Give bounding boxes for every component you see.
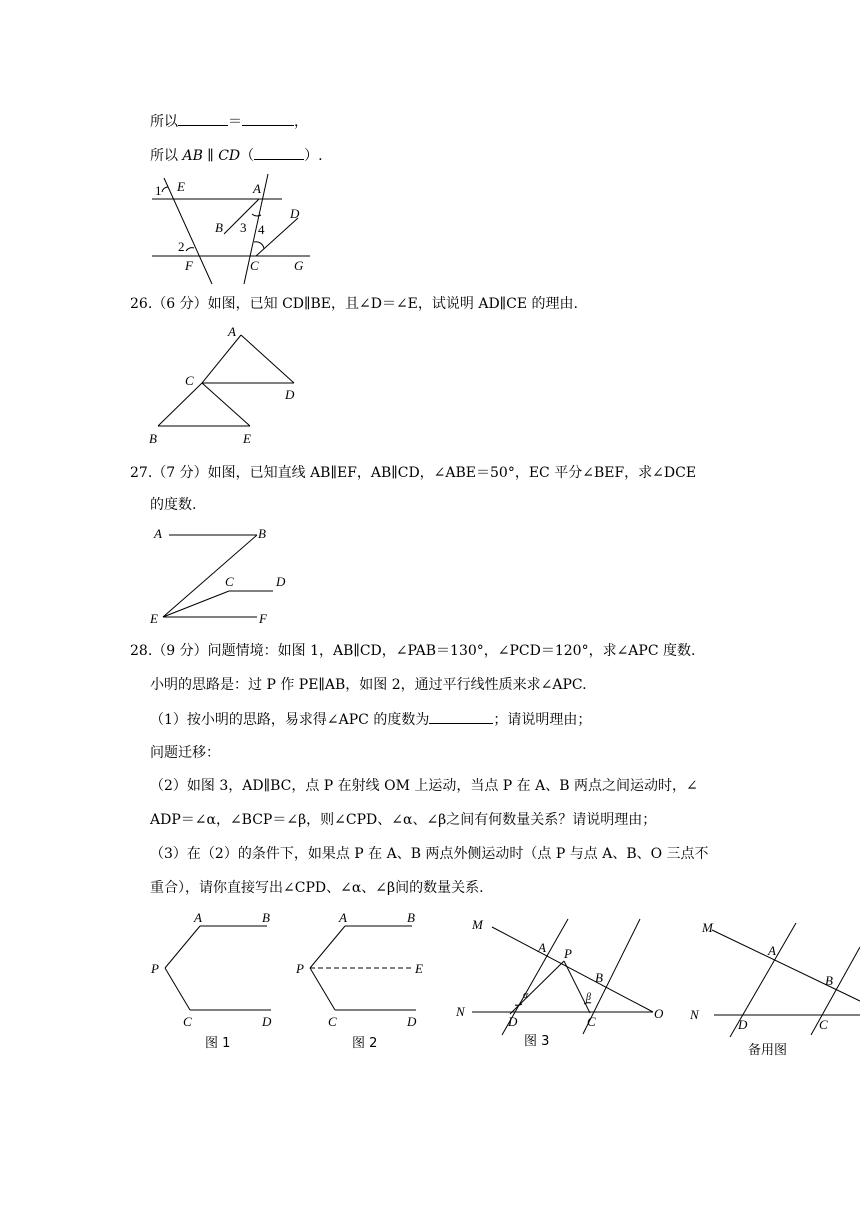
- label-E: E: [243, 431, 251, 446]
- label-P: P: [296, 961, 304, 976]
- answer-blank[interactable]: [429, 711, 493, 724]
- label-D: D: [508, 1014, 518, 1029]
- figure-caption: 备用图: [748, 1043, 788, 1058]
- q28-text-line1: 28.（9 分）问题情境：如图 1，AB∥CD，∠PAB＝130°，∠PCD＝120°，求∠APC 度数.: [130, 643, 696, 659]
- label-D: D: [407, 1014, 417, 1029]
- label-C: C: [328, 1014, 337, 1029]
- label-4: 4: [258, 222, 265, 237]
- label-D: D: [262, 1014, 272, 1029]
- label-E: E: [415, 961, 423, 976]
- label-E: E: [150, 611, 158, 626]
- label-3: 3: [240, 220, 247, 235]
- label-C: C: [185, 373, 194, 388]
- label-N: N: [690, 1007, 699, 1022]
- q26-text: 26.（6 分）如图，已知 CD∥BE，且∠D＝∠E，试说明 AD∥CE 的理由.: [130, 296, 578, 312]
- q28-transfer: 问题迁移：: [150, 745, 220, 761]
- label-F: F: [185, 258, 193, 273]
- figure-caption: 图 3: [524, 1034, 550, 1049]
- label-P: P: [151, 961, 159, 976]
- label-B: B: [258, 526, 266, 541]
- q25-figure: [140, 170, 320, 288]
- label-D: D: [285, 387, 295, 402]
- label-B: B: [825, 973, 833, 988]
- label-D: D: [276, 574, 286, 589]
- label-G: G: [294, 258, 304, 273]
- label-A: A: [339, 910, 347, 925]
- q26-figure: [140, 322, 310, 448]
- label-C: C: [250, 258, 259, 273]
- label-B: B: [595, 970, 603, 985]
- label-O: O: [654, 1006, 664, 1021]
- label-D: D: [738, 1017, 748, 1032]
- answer-blank[interactable]: [178, 113, 228, 126]
- label-D: D: [290, 206, 300, 221]
- q28-part3-line2: 重合），请你直接写出∠CPD、∠α、∠β间的数量关系.: [150, 880, 484, 896]
- label-P: P: [564, 946, 572, 961]
- label-1: 1: [155, 183, 162, 198]
- label-B: B: [407, 910, 415, 925]
- figure-caption: 图 1: [205, 1036, 231, 1051]
- q28-part2-line1: （2）如图 3，AD∥BC，点 P 在射线 OM 上运动，当点 P 在 A、B 两点之间运动时，∠: [150, 778, 698, 794]
- q28-figure-3: [450, 905, 680, 1055]
- label-E: E: [177, 179, 185, 194]
- q28-figure-spare: [690, 905, 860, 1065]
- label-A: A: [253, 181, 261, 196]
- label-C: C: [819, 1017, 828, 1032]
- label-A: A: [194, 910, 202, 925]
- q28-part3-line1: （3）在（2）的条件下，如果点 P 在 A、B 两点外侧运动时（点 P 与点 A、B、O 三点不: [150, 846, 709, 862]
- label-M: M: [702, 920, 713, 935]
- label-A: A: [228, 324, 236, 339]
- label-C: C: [183, 1014, 192, 1029]
- q28-part1: （1）按小明的思路，易求得∠APC 的度数为 ；请说明理由；: [150, 712, 592, 728]
- label-A: A: [538, 940, 546, 955]
- label-B: B: [149, 431, 157, 446]
- answer-blank[interactable]: [254, 147, 304, 160]
- q25-line1: 所以 ＝ ，: [150, 114, 308, 130]
- figure-caption: 图 2: [352, 1036, 378, 1051]
- label-beta: β: [586, 992, 591, 1003]
- label-A: A: [768, 943, 776, 958]
- label-B: B: [215, 220, 223, 235]
- q27-figure: [145, 520, 295, 630]
- label-2: 2: [178, 239, 185, 254]
- q28-part2-line2: ADP＝∠α，∠BCP＝∠β，则∠CPD、∠α、∠β之间有何数量关系？请说明理由；: [150, 812, 657, 828]
- q28-figure-2: [290, 905, 440, 1055]
- q27-text-line2: 的度数.: [150, 497, 197, 513]
- label-A: A: [154, 526, 162, 541]
- q25-line2: 所以 AB ∥ CD（ ）.: [150, 148, 323, 164]
- q28-text-line2: 小明的思路是：过 P 作 PE∥AB，如图 2，通过平行线性质来求∠APC.: [150, 677, 587, 693]
- label-M: M: [472, 917, 483, 932]
- label-C: C: [587, 1014, 596, 1029]
- label-B: B: [262, 910, 270, 925]
- answer-blank[interactable]: [242, 113, 294, 126]
- label-F: F: [259, 611, 267, 626]
- label-alpha: α: [523, 990, 529, 1001]
- label-C: C: [225, 574, 234, 589]
- q27-text-line1: 27.（7 分）如图，已知直线 AB∥EF，AB∥CD，∠ABE＝50°，EC 平分∠BEF，求∠DCE: [130, 465, 697, 481]
- q28-figure-1: [145, 905, 285, 1055]
- label-N: N: [456, 1004, 465, 1019]
